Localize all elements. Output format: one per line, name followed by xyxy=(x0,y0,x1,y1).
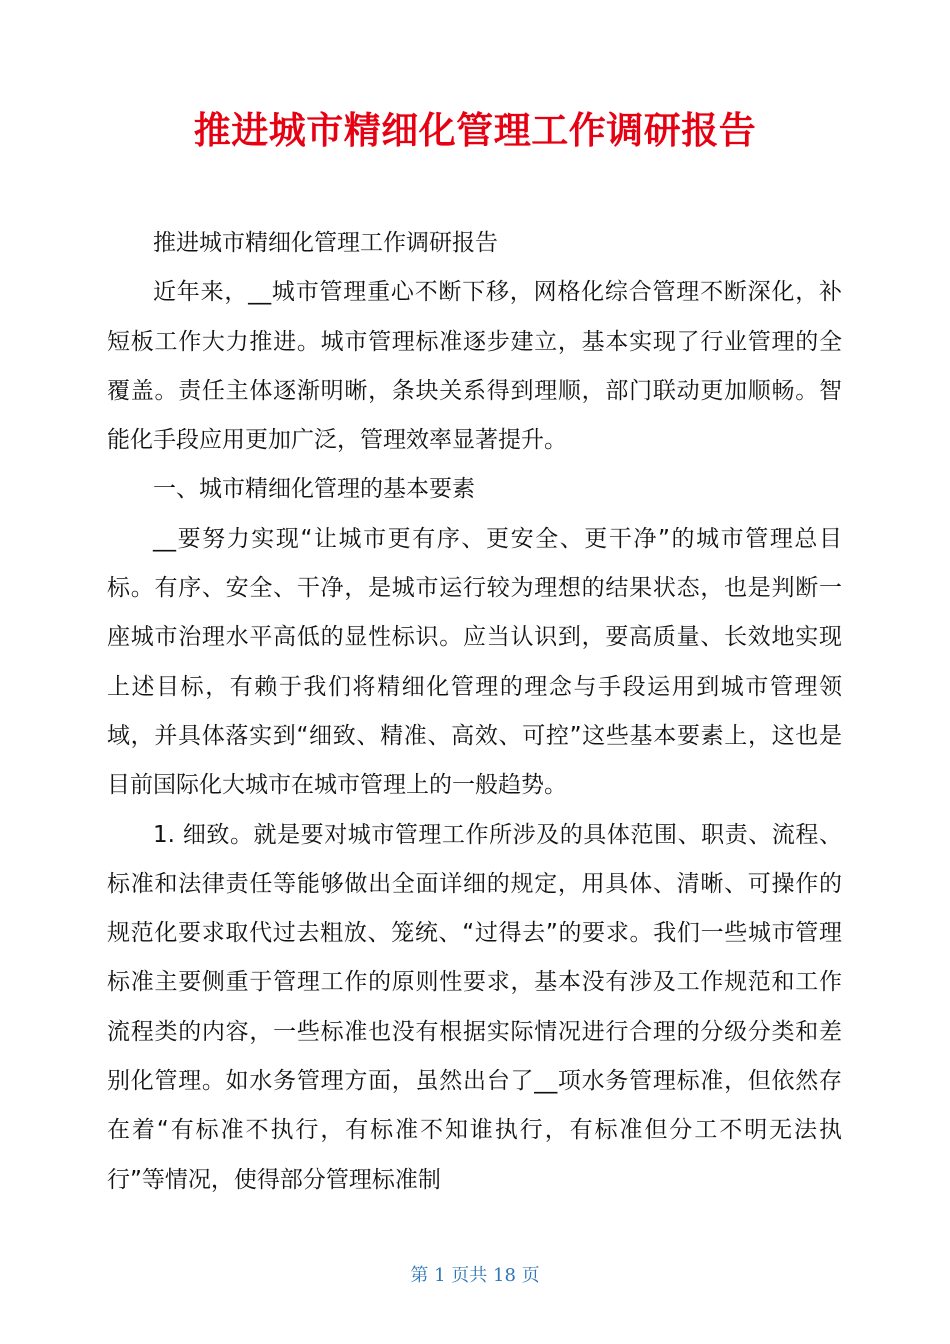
page-number: 第 1 页共 18 页 xyxy=(410,1265,540,1286)
paragraph-subtitle: 推进城市精细化管理工作调研报告 xyxy=(153,230,498,256)
paragraph-goals: __要努力实现“让城市更有序、更安全、更干净”的城市管理总目标。有序、安全、干净，是城市运行较为理想的结果状态，也是判断一座城市治理水平高低的显性标识。应当认识到，要高质量、长效地实现上述目标，有赖于我们将精细化管理的理念与手段运用到城市管理领域，并具体落实到“细致、精准、高效、可控”这些基本要素上，这也是目前国际化大城市在城市管理上的一般趋势。 xyxy=(107,525,842,799)
document-body xyxy=(107,219,842,1205)
paragraph-detail: 1. 细致。就是要对城市管理工作所涉及的具体范围、职责、流程、标准和法律责任等能够做出全面详细的规定，用具体、清晰、可操作的规范化要求取代过去粗放、笼统、“过得去”的要求。我们一些城市管理标准主要侧重于管理工作的原则性要求，基本没有涉及工作规范和工作流程类的内容，一些标准也没有根据实际情况进行合理的分级分类和差别化管理。如水务管理方面，虽然出台了__项水务管理标准，但依然存在着“有标准不执行，有标准不知谁执行，有标准但分工不明无法执行”等情况，使得部分管理标准制 xyxy=(107,821,842,1193)
document-title: 推进城市精细化管理工作调研报告 xyxy=(193,109,757,152)
paragraph-intro: 近年来，__城市管理重心不断下移，网格化综合管理不断深化，补短板工作大力推进。城市管理标准逐步建立，基本实现了行业管理的全覆盖。责任主体逐渐明晰，条块关系得到理顺，部门联动更加顺畅。智能化手段应用更加广泛，管理效率显著提升。 xyxy=(107,279,842,454)
section-heading: 一、城市精细化管理的基本要素 xyxy=(153,476,475,503)
